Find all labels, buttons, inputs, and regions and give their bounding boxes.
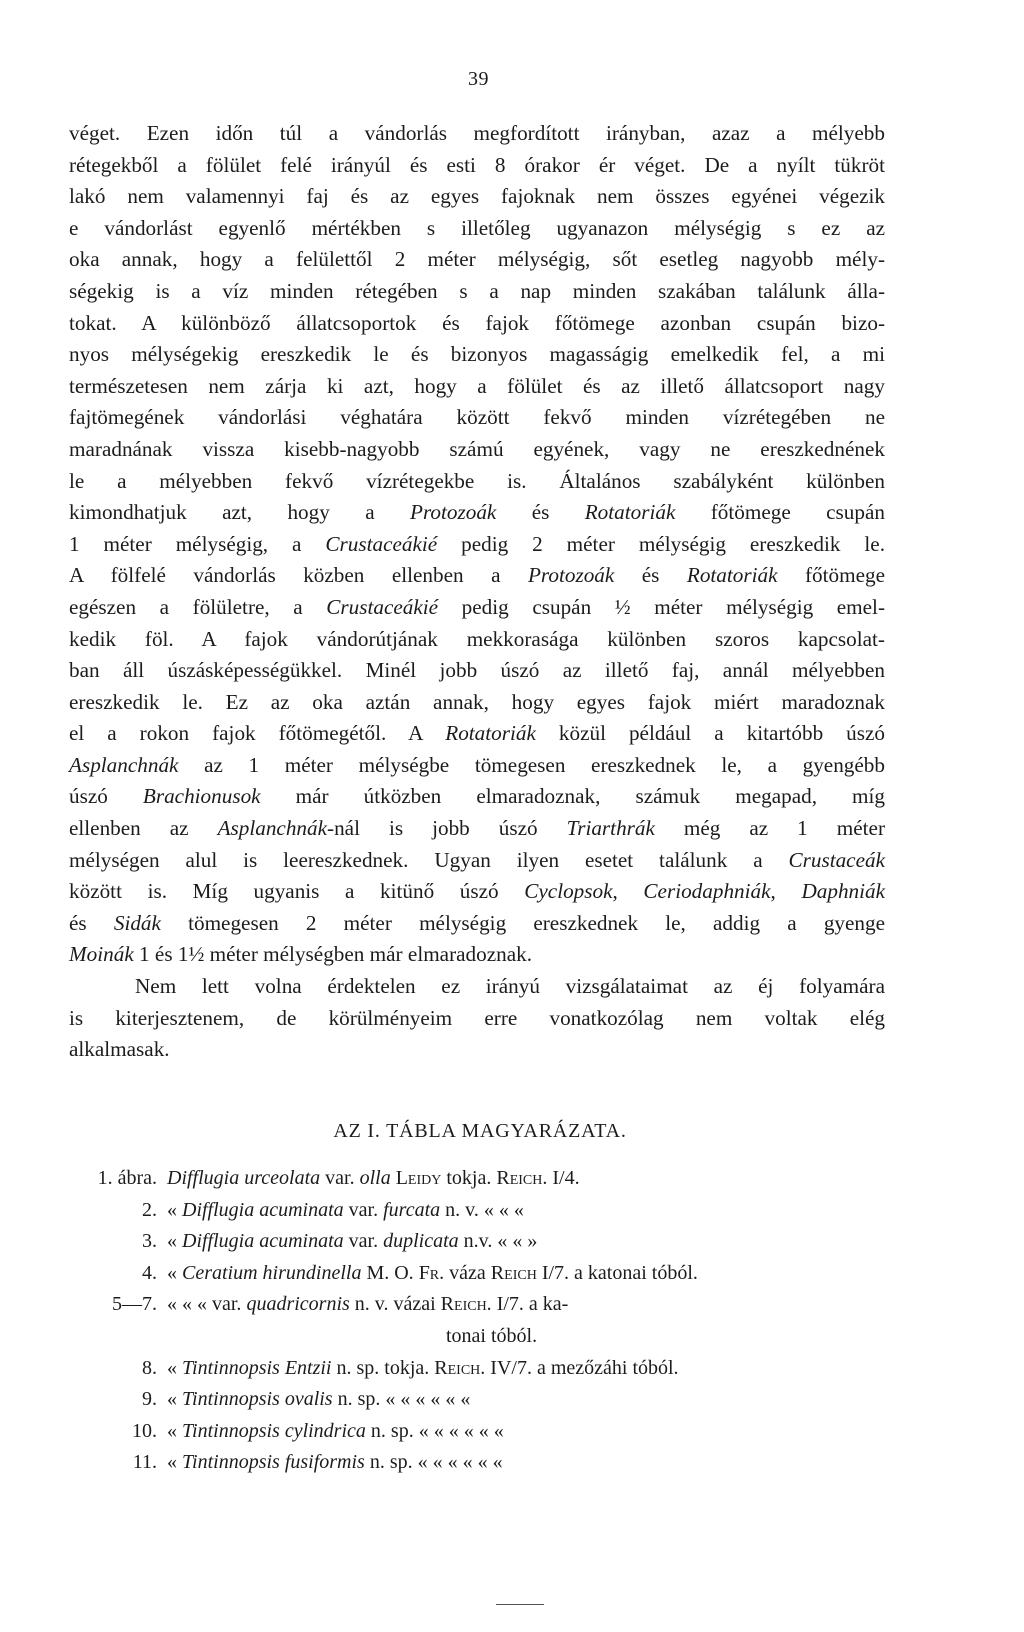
text-run: n. sp. « « « « « «	[332, 1388, 471, 1411]
text-run: ban áll úszásképességükkel. Minél jobb úszó az illető faj, annál mélyebben	[69, 658, 885, 683]
text-run: és	[614, 563, 687, 588]
caption-text	[167, 1384, 470, 1416]
italic-term: Crustaceákié	[325, 531, 438, 556]
text-run: n. sp. tokja.	[331, 1356, 435, 1379]
text-line	[69, 118, 885, 150]
text-run: n. v. vázai	[349, 1293, 441, 1316]
figure-number: 8.	[142, 1356, 157, 1379]
text-run: el a rokon fajok főtömegétől. A	[69, 721, 446, 746]
text-run: főtömege	[777, 563, 885, 588]
text-run: «	[167, 1230, 182, 1253]
italic-term: Crustaceák	[788, 847, 885, 872]
text-run: var.	[343, 1198, 384, 1221]
caption-row	[69, 1195, 909, 1227]
italic-term: Tintinnopsis cylindrica	[182, 1419, 366, 1442]
text-run: n. v. « « «	[440, 1198, 524, 1221]
text-run: is kiterjesztenem, de körülményeim erre vonatkozólag nem voltak elég	[69, 1005, 885, 1030]
caption-row	[69, 1321, 909, 1353]
text-run: var.	[343, 1230, 384, 1253]
text-line	[69, 276, 885, 308]
text-run: -nál is jobb úszó	[327, 816, 567, 841]
text-run: között is. Míg ugyanis a kitünő úszó	[69, 879, 525, 904]
text-run: váza	[444, 1261, 491, 1284]
text-run: «	[167, 1451, 182, 1474]
text-line	[69, 181, 885, 213]
text-run: természetesen nem zárja ki azt, hogy a fölület és az illető állatcsoport nagy	[69, 373, 885, 398]
italic-term: olla	[359, 1167, 391, 1189]
caption-text	[167, 1353, 679, 1385]
text-line	[69, 655, 885, 687]
text-run: I/7. a katonai tóból.	[536, 1261, 698, 1284]
text-run: Nem lett volna érdektelen ez irányú vizsgálataimat az éj folyamára	[135, 974, 885, 999]
text-line	[69, 781, 885, 813]
text-run: kedik föl. A fajok vándorútjának mekkorasága különben szoros kapcsolat-	[69, 626, 885, 651]
text-line	[69, 497, 885, 529]
figure-number: 9.	[142, 1388, 157, 1411]
text-line	[69, 339, 885, 371]
text-run: egészen a fölületre, a	[69, 594, 327, 619]
figure-number: 5—7.	[112, 1293, 157, 1316]
text-run: úszó	[69, 784, 143, 809]
italic-term: Cyclopsok	[524, 879, 613, 904]
text-line	[69, 1034, 885, 1066]
italic-term: Tintinnopsis ovalis	[182, 1388, 333, 1411]
text-run: 1 méter mélységig, a	[69, 531, 326, 556]
italic-term: Crustaceákié	[326, 594, 439, 619]
italic-term: Rotatoriák	[445, 721, 536, 746]
text-run: e vándorlást egyenlő mértékben s illetőleg ugyanazon mélységig s ez az	[69, 215, 885, 240]
text-run: ereszkedik le. Ez az oka aztán annak, hogy egyes fajok miért maradoznak	[69, 689, 885, 714]
text-run: le a mélyebben fekvő vízrétegekbe is. Általános szabályként különben	[69, 468, 885, 493]
text-run: és	[496, 500, 585, 525]
italic-term: Difflugia acuminata	[182, 1198, 344, 1221]
italic-term: Rotatoriák	[686, 563, 778, 588]
text-run: tokat. A különböző állatcsoportok és fajok főtömege azonban csupán bizo-	[69, 310, 885, 335]
italic-term: Asplanchnák	[217, 816, 328, 841]
text-run: Reich	[490, 1261, 537, 1284]
caption-text	[167, 1289, 568, 1321]
figure-number: 10.	[132, 1419, 157, 1442]
figure-number: 2.	[142, 1198, 157, 1221]
text-run: pedig csupán ½ méter mélységig emel-	[438, 594, 885, 619]
caption-text	[167, 1226, 537, 1258]
italic-term: Daphniák	[801, 879, 886, 904]
caption-text	[167, 1258, 698, 1290]
caption-row	[69, 1226, 909, 1258]
text-run: kimondhatjuk azt, hogy a	[69, 500, 410, 525]
text-run: «	[167, 1356, 182, 1379]
text-run: tömegesen 2 méter mélységig ereszkednek le, addig a gyenge	[160, 910, 885, 935]
text-run: IV/7. a mezőzáhi tóból.	[485, 1356, 679, 1379]
text-line	[69, 560, 885, 592]
caption-row	[69, 1289, 909, 1321]
text-line	[69, 213, 885, 245]
text-line	[69, 750, 885, 782]
plate-caption-list	[69, 1163, 909, 1479]
text-run: rétegekből a fölület felé irányúl és esti 8 órakor ér véget. De a nyílt tükröt	[69, 152, 885, 177]
text-run: pedig 2 méter mélységig ereszkedik le.	[437, 531, 885, 556]
text-run: ellenben az	[69, 816, 218, 841]
text-run: n. sp. « « « « « «	[364, 1451, 503, 1474]
text-line	[69, 592, 885, 624]
italic-term: Difflugia urceolata	[167, 1167, 321, 1189]
text-line	[69, 971, 885, 1003]
text-run: főtömege csupán	[675, 500, 885, 525]
text-run: ségekig is a víz minden rétegében s a nap minden szakában találunk álla-	[69, 278, 885, 303]
text-run: Reich.	[434, 1356, 486, 1379]
text-run: n. sp. « « « « « «	[365, 1419, 504, 1442]
text-run: var.	[320, 1167, 360, 1189]
italic-term: Tintinnopsis Entzii	[182, 1356, 332, 1379]
text-run: tokja.	[441, 1167, 497, 1189]
text-run: maradnának vissza kisebb-nagyobb számú egyének, vagy ne ereszkednének	[69, 436, 885, 461]
text-run: I/7. a ka-	[491, 1293, 569, 1316]
text-run: véget. Ezen időn túl a vándorlás megfordított irányban, azaz a mélyebb	[69, 121, 885, 145]
italic-term: Asplanchnák	[69, 752, 179, 777]
text-line	[69, 718, 885, 750]
text-run: «	[167, 1261, 182, 1284]
text-run: mélységen alul is leereszkednek. Ugyan ilyen esetet találunk a	[69, 847, 789, 872]
text-run: « « « var.	[167, 1293, 247, 1316]
caption-text	[167, 1195, 524, 1227]
text-line	[69, 402, 885, 434]
figure-number: 4.	[142, 1261, 157, 1284]
text-line	[69, 813, 885, 845]
italic-term: quadricornis	[246, 1293, 350, 1316]
italic-term: Ceratium hirundinella	[182, 1261, 362, 1284]
italic-term: Sidák	[113, 910, 161, 935]
italic-term: Rotatoriák	[584, 500, 676, 525]
plate-caption-title: AZ I. TÁBLA MAGYARÁZATA.	[333, 1120, 627, 1142]
text-run: ,	[612, 879, 644, 904]
page-number: 39	[468, 68, 489, 90]
text-run: 1 és 1½ méter mélységben már elmaradoznak.	[133, 942, 533, 967]
text-line	[69, 624, 885, 656]
text-run: I/4.	[547, 1167, 580, 1189]
text-line	[69, 908, 885, 940]
caption-row	[69, 1163, 909, 1195]
caption-text	[167, 1416, 504, 1448]
text-line	[69, 371, 885, 403]
text-line	[69, 150, 885, 182]
body-text	[69, 118, 885, 1066]
text-run: oka annak, hogy a felülettől 2 méter mélységig, sőt esetleg nagyobb mély-	[69, 247, 885, 272]
text-run: fajtömegének vándorlási véghatára között fekvő minden vízrétegében ne	[69, 405, 885, 430]
italic-term: Tintinnopsis fusiformis	[182, 1451, 365, 1474]
text-run: n.v. « « »	[458, 1230, 538, 1253]
text-run: «	[167, 1388, 182, 1411]
caption-text	[167, 1447, 503, 1479]
italic-term: Protozoák	[410, 500, 497, 525]
caption-row	[69, 1384, 909, 1416]
text-run: alkalmasak.	[69, 1037, 170, 1062]
italic-term: Triarthrák	[566, 816, 655, 841]
text-run: még az 1 méter	[654, 816, 885, 841]
text-run: Fr.	[418, 1261, 445, 1284]
italic-term: Ceriodaphniák	[643, 879, 771, 904]
text-run: «	[167, 1419, 182, 1442]
end-rule	[496, 1604, 544, 1605]
text-line	[69, 434, 885, 466]
text-line	[69, 876, 885, 908]
caption-continuation: tonai tóból.	[446, 1324, 538, 1347]
caption-row	[69, 1447, 909, 1479]
italic-term: Protozoák	[527, 563, 615, 588]
text-run: ,	[770, 879, 802, 904]
text-line	[69, 529, 885, 561]
text-run: Reich.	[440, 1293, 492, 1316]
text-run: A fölfelé vándorlás közben ellenben a	[69, 563, 528, 588]
italic-term: Difflugia acuminata	[182, 1230, 344, 1253]
figure-number: 1. ábra.	[97, 1167, 157, 1189]
text-run: lakó nem valamennyi faj és az egyes fajoknak nem összes egyénei végezik	[69, 184, 885, 209]
text-run: M. O.	[361, 1261, 419, 1284]
italic-term: furcata	[383, 1198, 441, 1221]
text-run: az 1 méter mélységbe tömegesen ereszkednek le, a gyengébb	[178, 752, 885, 777]
text-run: már útközben elmaradoznak, számuk megapad, míg	[260, 784, 886, 809]
caption-text	[167, 1163, 580, 1195]
text-run: közül például a kitartóbb úszó	[535, 721, 886, 746]
figure-number: 11.	[132, 1451, 157, 1474]
text-line	[69, 244, 885, 276]
italic-term: duplicata	[383, 1230, 459, 1253]
italic-term: Brachionusok	[142, 784, 261, 809]
text-line	[69, 687, 885, 719]
text-line	[69, 308, 885, 340]
text-run: «	[167, 1198, 182, 1221]
caption-row	[69, 1353, 909, 1385]
text-run: nyos mélységekig ereszkedik le és bizonyos magasságig emelkedik fel, a mi	[69, 342, 885, 367]
caption-row	[69, 1258, 909, 1290]
text-run: Reich.	[496, 1167, 548, 1189]
text-line	[69, 845, 885, 877]
figure-number: 3.	[142, 1230, 157, 1253]
caption-row	[69, 1416, 909, 1448]
text-run: Leidy	[395, 1167, 442, 1189]
text-line	[69, 939, 885, 971]
text-line	[69, 1003, 885, 1035]
text-line	[69, 466, 885, 498]
text-run: és	[69, 910, 114, 935]
italic-term: Moinák	[69, 942, 134, 967]
